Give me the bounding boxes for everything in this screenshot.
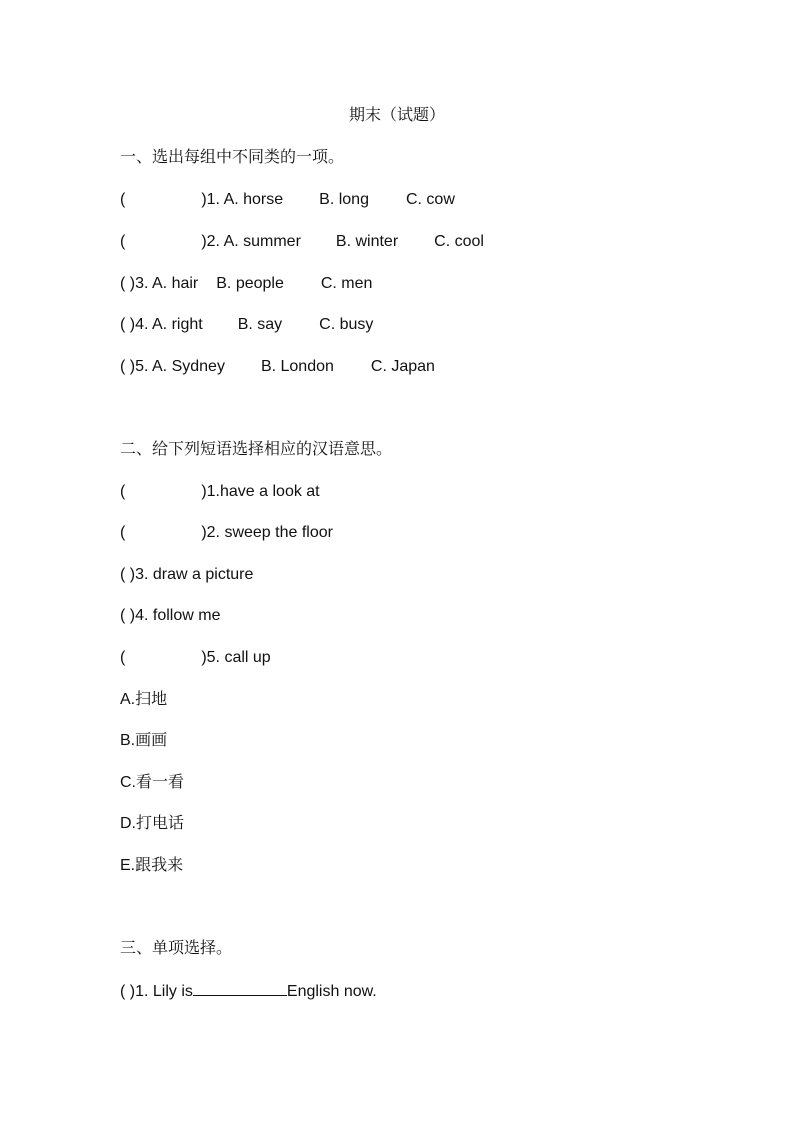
s1-q2-option-a: )2. A. summer — [201, 233, 301, 250]
s1-question-1 — [120, 190, 455, 210]
page-title: 期末（试题） — [348, 107, 445, 124]
s2-option-d: D.打电话 — [120, 815, 185, 832]
s1-q4-option-a: ( )4. A. right — [120, 316, 203, 333]
s2-option-c: C.看一看 — [120, 774, 185, 791]
s3-q1-answer-blank — [193, 981, 287, 996]
s2-p2-paren: ( — [120, 524, 126, 541]
section2-heading: 二、给下列短语选择相应的汉语意思。 — [120, 441, 393, 458]
s2-p1-text: )1.have a look at — [201, 483, 320, 500]
s1-question-2 — [120, 232, 484, 252]
s2-p5-paren: ( — [120, 649, 126, 666]
s2-p1-paren: ( — [120, 483, 126, 500]
section1-heading: 一、选出每组中不同类的一项。 — [120, 149, 345, 166]
s1-q3-option-c: C. men — [320, 275, 373, 292]
s1-q1-paren: ( — [120, 191, 126, 208]
s1-question-3 — [120, 274, 372, 294]
s1-q1-option-a: )1. A. horse — [201, 191, 284, 208]
s2-phrase-1 — [120, 482, 320, 502]
s1-q1-option-b: B. long — [319, 191, 369, 208]
s2-phrase-5 — [120, 648, 271, 668]
s1-q5-option-c: C. Japan — [370, 358, 435, 375]
s2-option-a: A.扫地 — [120, 691, 168, 708]
s1-q2-paren: ( — [120, 233, 126, 250]
s3-q1-text-before: ( )1. Lily is — [120, 983, 193, 1000]
s1-q2-option-b: B. winter — [335, 233, 399, 250]
s2-p2-text: )2. sweep the floor — [201, 524, 333, 541]
s2-phrase-3: ( )3. draw a picture — [120, 566, 254, 583]
s2-phrase-2 — [120, 523, 333, 543]
s1-q1-option-c: C. cow — [405, 191, 455, 208]
s2-option-b: B.画画 — [120, 732, 168, 749]
s1-question-4 — [120, 315, 373, 335]
s2-p5-text: )5. call up — [201, 649, 271, 666]
s1-question-5 — [120, 357, 435, 377]
s3-q1-text-after: English now. — [286, 983, 377, 1000]
s2-option-e: E.跟我来 — [120, 857, 184, 874]
s1-q3-option-a: ( )3. A. hair — [120, 275, 199, 292]
s2-phrase-4: ( )4. follow me — [120, 607, 221, 624]
section3-heading: 三、单项选择。 — [120, 940, 233, 957]
s1-q4-option-b: B. say — [237, 316, 283, 333]
s1-q5-option-a: ( )5. A. Sydney — [120, 358, 225, 375]
s1-q2-option-c: C. cool — [434, 233, 484, 250]
s1-q4-option-c: C. busy — [319, 316, 374, 333]
s3-question-1 — [120, 981, 377, 1002]
s1-q3-option-b: B. people — [216, 275, 284, 292]
s1-q5-option-b: B. London — [260, 358, 334, 375]
